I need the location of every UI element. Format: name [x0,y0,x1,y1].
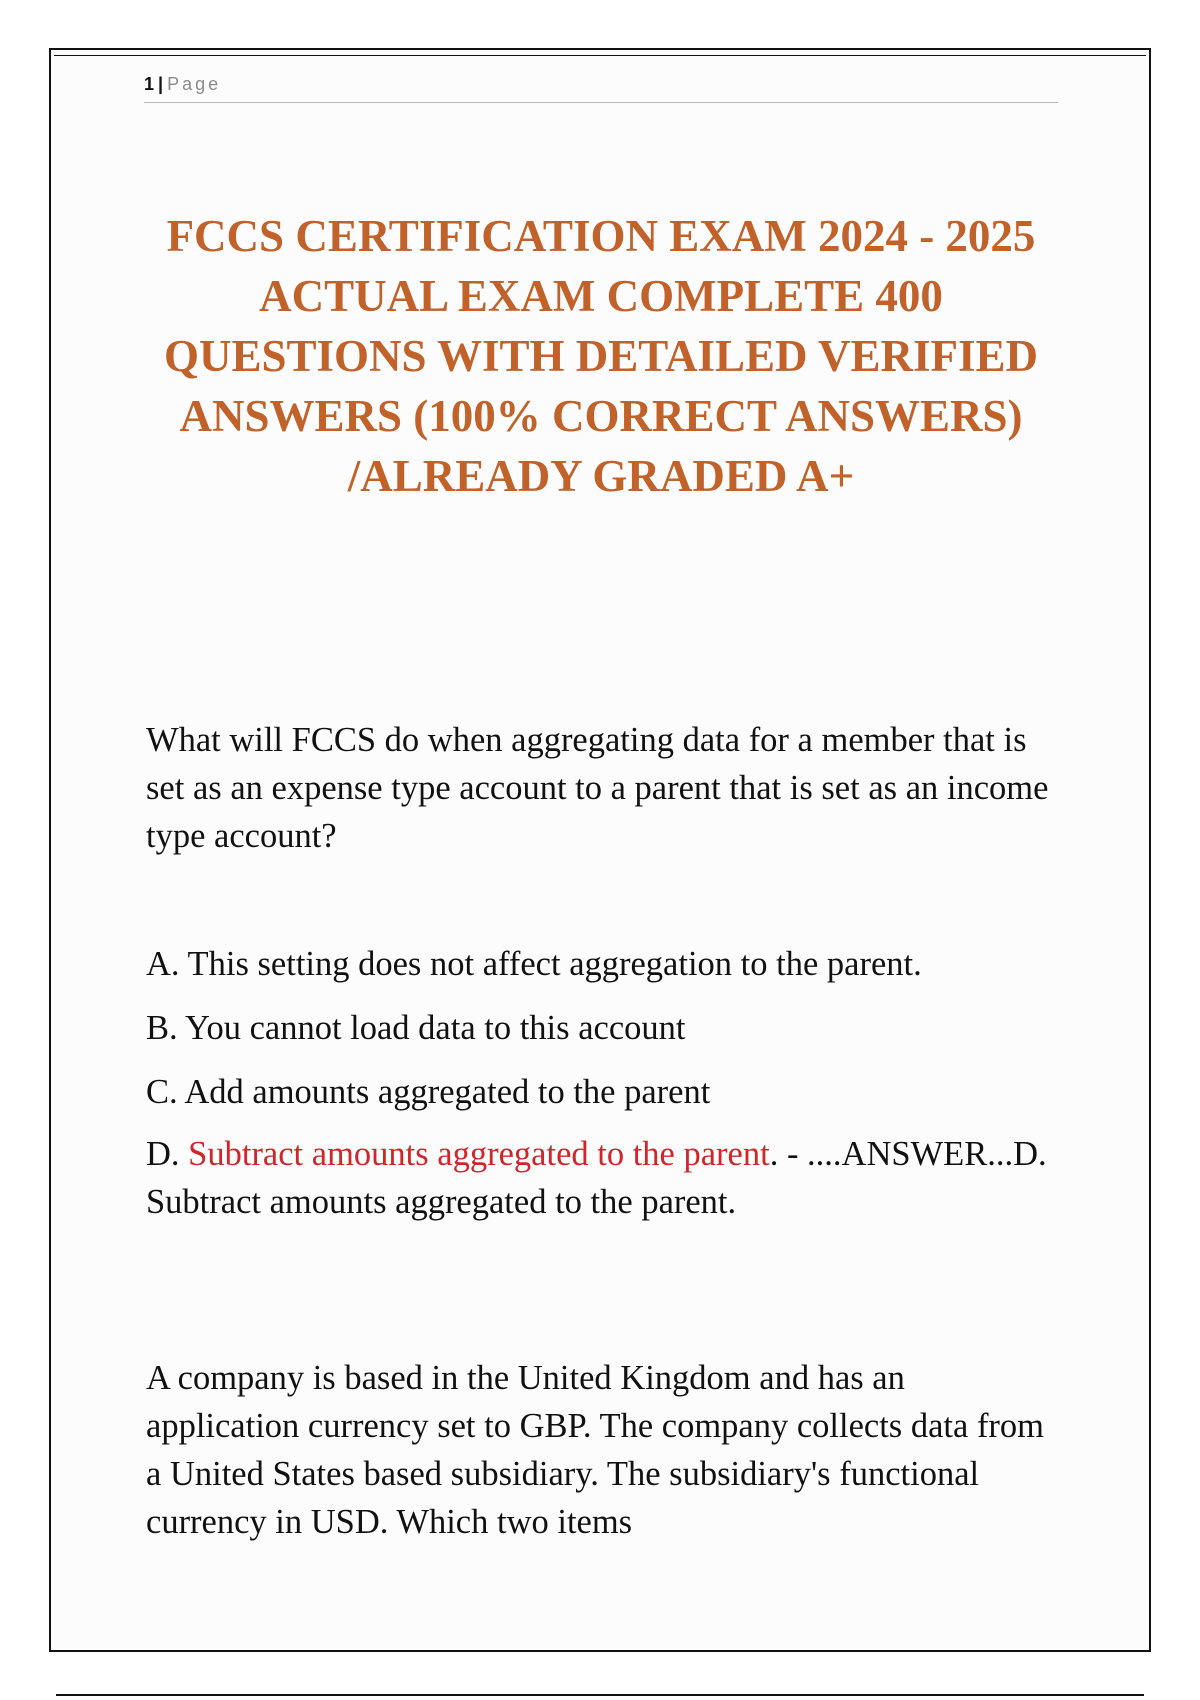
option-d-highlighted-answer: Subtract amounts aggregated to the parent [188,1135,770,1173]
option-d-answer-key: . - ....ANSWER...D. Subtract amounts aggregated to the parent. [146,1135,1047,1221]
question-1-text: What will FCCS do when aggregating data for a member that is set as an expense type account to a parent that is set as an income type account? [146,721,1049,855]
option-d-prefix: D. [146,1135,189,1173]
page-separator: | [158,74,164,94]
page-number: 1 [144,74,155,94]
question-1-option-c: C. Add amounts aggregated to the parent [146,1073,711,1111]
next-page-top-rule [56,1694,1144,1696]
document-title: FCCS CERTIFICATION EXAM 2024 - 2025 ACTUAL EXAM COMPLETE 400 QUESTIONS WITH DETAILED VERIFIED ANSWERS (100% CORRECT ANSWERS) /ALREADY GRADED A+ [163,211,1038,501]
page-top-rule [54,55,1146,56]
page-header [144,72,1058,103]
question-2-text: A company is based in the United Kingdom and has an application currency set to GBP. The company collects data from a United States based subsidiary. The subsidiary's functional currency in USD. Which two items [146,1359,1045,1541]
question-1-option-d [146,1130,1056,1226]
question-1-option-b: B. You cannot load data to this account [146,1009,686,1047]
question-1-option-a: A. This setting does not affect aggregation to the parent. [146,945,922,983]
page-label: Page [167,74,222,94]
